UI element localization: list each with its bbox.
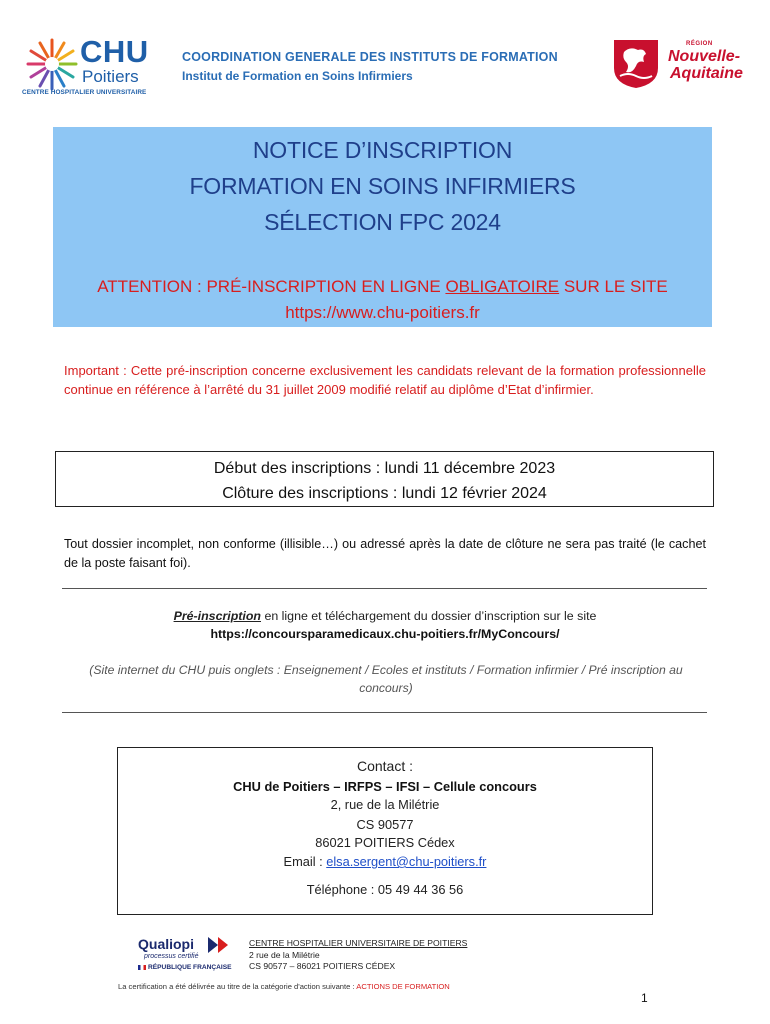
footer-address <box>249 938 467 973</box>
region-label: RÉGION <box>686 41 713 47</box>
page-number: 1 <box>641 991 648 1005</box>
title-line-formation: FORMATION EN SOINS INFIRMIERS <box>189 173 576 199</box>
firework-burst-icon <box>24 36 80 92</box>
republique-francaise-label: RÉPUBLIQUE FRANÇAISE <box>138 964 232 971</box>
attention-mandatory: OBLIGATOIRE <box>445 277 560 296</box>
certification-action: ACTIONS DE FORMATION <box>356 982 450 991</box>
chu-logo-text: CHU <box>80 34 149 69</box>
qualiopi-arrows-icon <box>208 937 234 953</box>
header-coordination: COORDINATION GENERALE DES INSTITUTS DE FORMATION <box>182 50 558 64</box>
french-flag-icon <box>138 965 146 970</box>
site-navigation-note: (Site internet du CHU puis onglets : Enseignement / Ecoles et instituts / Formation infirmier / Pré inscription au concours) <box>89 663 683 695</box>
incomplete-file-notice: Tout dossier incomplet, non conforme (illisible…) ou adressé après la date de clôture ne sera pas traité (le cachet de la poste faisant foi). <box>64 537 706 570</box>
chu-poitiers-logo <box>20 34 160 100</box>
region-name-line2: Aquitaine <box>670 65 743 82</box>
divider-bottom <box>62 712 707 713</box>
qualiopi-logo <box>136 936 240 976</box>
preinscription-text: Pré-inscription en ligne et téléchargement du dossier d’inscription sur le site <box>173 609 597 623</box>
registration-dates-box <box>55 451 714 507</box>
registration-end-date: Clôture des inscriptions : lundi 12 février 2024 <box>222 485 547 502</box>
nouvelle-aquitaine-logo <box>612 38 752 92</box>
title-banner <box>53 127 712 327</box>
preinscription-word: Pré-inscription <box>173 609 261 623</box>
contact-heading: Contact : <box>356 758 414 774</box>
contact-organization: CHU de Poitiers – IRFPS – IFSI – Cellule concours <box>233 779 537 794</box>
contact-box <box>117 747 653 915</box>
lion-shield-icon <box>612 38 660 90</box>
preinscription-url-link[interactable]: https://concoursparamedicaux.chu-poitiers.fr/MyConcours/ <box>210 627 560 641</box>
chu-logo-subtext: Poitiers <box>82 67 139 86</box>
attention-notice: ATTENTION : PRÉ-INSCRIPTION EN LIGNE OBLIGATOIRE SUR LE SITE <box>97 277 668 296</box>
title-line-selection: SÉLECTION FPC 2024 <box>264 209 501 235</box>
contact-city: 86021 POITIERS Cédex <box>315 835 455 850</box>
contact-email-link[interactable]: elsa.sergent@chu-poitiers.fr <box>326 854 487 869</box>
footer-address-street: 2 rue de la Milétrie <box>249 949 320 960</box>
footer-address-name: CENTRE HOSPITALIER UNIVERSITAIRE DE POITIERS <box>249 938 468 948</box>
chu-logo-caption: CENTRE HOSPITALIER UNIVERSITAIRE <box>22 89 147 96</box>
contact-cs: CS 90577 <box>356 817 414 832</box>
registration-start-date: Début des inscriptions : lundi 11 décembre 2023 <box>213 460 556 477</box>
region-name-line1: Nouvelle- <box>668 48 741 65</box>
divider-top <box>62 588 707 589</box>
qualiopi-subtitle: processus certifié <box>144 953 199 960</box>
contact-email: Email : elsa.sergent@chu-poitiers.fr <box>283 854 487 869</box>
important-paragraph: Important : Cette pré-inscription concerne exclusivement les candidats relevant de la formation professionnelle continue en référence à l’arrêté du 31 juillet 2009 modifié relatif au diplôme d’Etat d’infirmier. <box>64 363 706 397</box>
certification-note: La certification a été délivrée au titre de la catégorie d'action suivante : ACTIONS DE FORMATION <box>118 982 450 991</box>
contact-phone: Téléphone : 05 49 44 36 56 <box>306 882 464 897</box>
contact-street: 2, rue de la Milétrie <box>330 797 440 812</box>
qualiopi-name: Qualiopi <box>138 936 194 952</box>
title-line-notice: NOTICE D’INSCRIPTION <box>252 137 513 163</box>
attention-url-link[interactable]: https://www.chu-poitiers.fr <box>285 303 480 322</box>
footer-address-city: CS 90577 – 86021 POITIERS CÉDEX <box>249 961 396 971</box>
header-institute: Institut de Formation en Soins Infirmiers <box>182 69 413 83</box>
